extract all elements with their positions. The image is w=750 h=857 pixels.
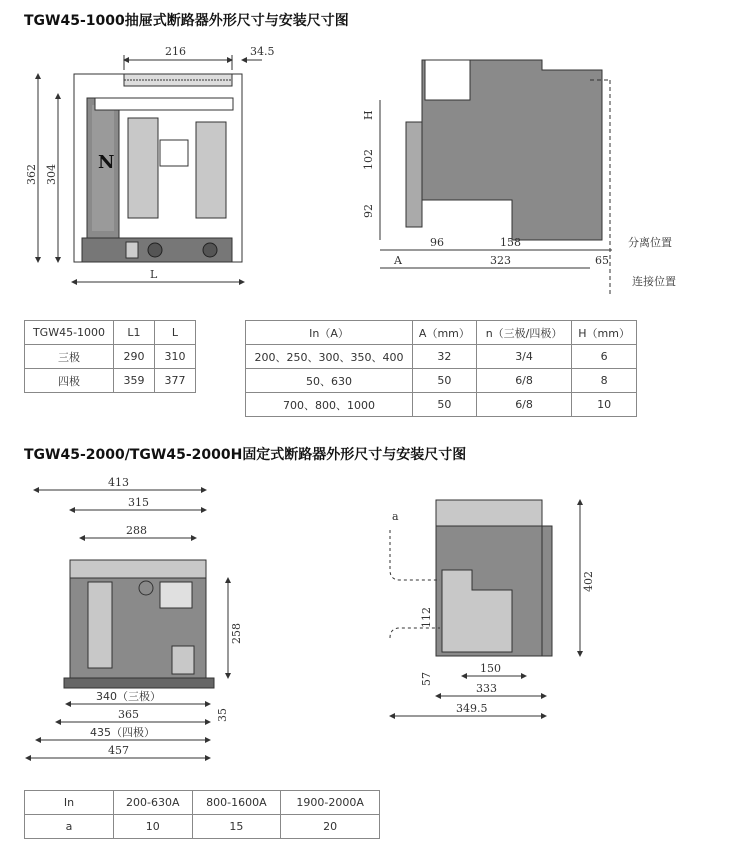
- dim-362: 362: [25, 164, 38, 185]
- side2-dim-349-5: 349.5: [456, 702, 488, 715]
- dim-258: 258: [230, 623, 243, 644]
- dim-35: 35: [216, 708, 229, 722]
- table-cell: a: [25, 815, 114, 839]
- table-cell: 359: [114, 369, 155, 393]
- dim-34-5: 34.5: [250, 45, 275, 58]
- side1-dim-158: 158: [500, 236, 521, 249]
- table-cell: 6/8: [476, 393, 571, 417]
- fixed-side-view: [370, 500, 620, 740]
- table-cell: 3/4: [476, 345, 571, 369]
- table-header: 800-1600A: [192, 791, 281, 815]
- section1-title: TGW45-1000抽屉式断路器外形尺寸与安装尺寸图: [24, 13, 349, 29]
- table-cell: 50: [413, 393, 477, 417]
- front1-label-n: N: [98, 152, 115, 173]
- table-cell: 10: [572, 393, 637, 417]
- table-header: L1: [114, 321, 155, 345]
- drawout-front-view: [0, 0, 275, 300]
- table-header: 1900-2000A: [281, 791, 380, 815]
- dim-216: 216: [165, 45, 186, 58]
- side1-pos-connect: 连接位置: [632, 275, 676, 288]
- dim-435: 435（四极）: [90, 726, 155, 739]
- table-header: TGW45-1000: [25, 321, 114, 345]
- fixed-front-view: [0, 460, 270, 770]
- table-header: n（三极/四极）: [476, 321, 571, 345]
- side1-dim-a: A: [394, 254, 402, 267]
- table-header: L: [155, 321, 196, 345]
- table-cell: 50、630: [246, 369, 413, 393]
- dim-304: 304: [45, 164, 58, 185]
- table-1000-in: [245, 320, 637, 417]
- side1-dim-h: H: [362, 110, 375, 120]
- table-cell: 四极: [25, 369, 114, 393]
- table-cell: 310: [155, 345, 196, 369]
- dim-365: 365: [118, 708, 139, 721]
- dim-413: 413: [108, 476, 129, 489]
- side1-dim-65: 65: [595, 254, 609, 267]
- table-header: In: [25, 791, 114, 815]
- table-cell: 三极: [25, 345, 114, 369]
- table-cell: 50: [413, 369, 477, 393]
- table-header: In（A）: [246, 321, 413, 345]
- table-cell: 200、250、300、350、400: [246, 345, 413, 369]
- dim-288: 288: [126, 524, 147, 537]
- dim-340: 340（三极）: [96, 690, 161, 703]
- table-cell: 10: [114, 815, 193, 839]
- table-cell: 290: [114, 345, 155, 369]
- table-cell: 6/8: [476, 369, 571, 393]
- table-cell: 8: [572, 369, 637, 393]
- table-2000-a: [24, 790, 380, 839]
- table-header: H（mm）: [572, 321, 637, 345]
- side2-dim-333: 333: [476, 682, 497, 695]
- side2-dim-a: a: [392, 510, 399, 523]
- table-header: 200-630A: [114, 791, 193, 815]
- side2-dim-57: 57: [420, 672, 433, 686]
- dim-l: L: [150, 268, 158, 281]
- dim-457: 457: [108, 744, 129, 757]
- drawout-side-view: [350, 40, 710, 300]
- table-cell: 6: [572, 345, 637, 369]
- side1-dim-92: 92: [362, 204, 375, 218]
- side2-dim-402: 402: [582, 571, 595, 592]
- side2-dim-150: 150: [480, 662, 501, 675]
- table-1000-l: [24, 320, 196, 393]
- side1-pos-separate: 分离位置: [628, 236, 672, 249]
- side1-dim-96: 96: [430, 236, 444, 249]
- table-cell: 32: [413, 345, 477, 369]
- side2-dim-112: 112: [420, 607, 433, 628]
- table-cell: 377: [155, 369, 196, 393]
- side1-dim-102: 102: [362, 149, 375, 170]
- side1-dim-323: 323: [490, 254, 511, 267]
- table-cell: 20: [281, 815, 380, 839]
- table-cell: 700、800、1000: [246, 393, 413, 417]
- table-header: A（mm）: [413, 321, 477, 345]
- dim-315: 315: [128, 496, 149, 509]
- table-cell: 15: [192, 815, 281, 839]
- section2-title: TGW45-2000/TGW45-2000H固定式断路器外形尺寸与安装尺寸图: [24, 447, 467, 463]
